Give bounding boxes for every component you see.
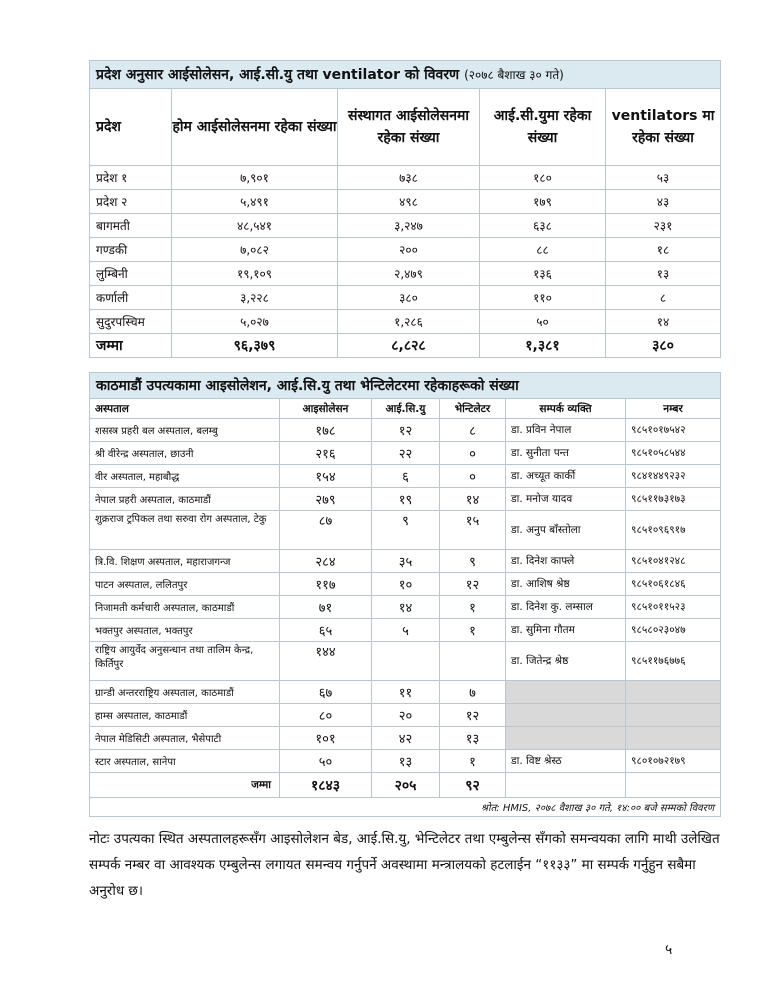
- table2-total-row: [90, 773, 721, 798]
- table1-value-cell: ५०: [480, 310, 606, 334]
- table2-phone-cell: ९८०१०७२१७९: [626, 750, 721, 773]
- table1-value-cell: १८: [606, 238, 721, 262]
- table1-total-cell: ३८०: [606, 334, 721, 358]
- table2-hospital-cell: निजामती कर्मचारी अस्पताल, काठमाडौं: [90, 596, 280, 619]
- table2-phone-cell: ९८५११७६७७६: [626, 642, 721, 681]
- table1-value-cell: ७,०८२: [172, 238, 338, 262]
- table1-header: आई.सी.युमा रहेका संख्या: [480, 89, 606, 166]
- table2-contact-cell: डा. सुमिना गौतम: [506, 619, 626, 642]
- table2-hospital-cell: भक्तपुर अस्पताल, भक्तपुर: [90, 619, 280, 642]
- table2-iso-cell: ११७: [280, 573, 372, 596]
- table2-icu-cell: ९: [372, 511, 440, 550]
- table2-iso-cell: ८०: [280, 704, 372, 727]
- table2-iso-cell: ६७: [280, 681, 372, 704]
- table2-body: [90, 419, 721, 773]
- table1-body: [90, 166, 721, 334]
- table2-hospital-cell: पाटन अस्पताल, ललितपुर: [90, 573, 280, 596]
- table2-header-row: [90, 399, 721, 419]
- table1-value-cell: ३८०: [338, 286, 480, 310]
- table2-vent-cell: १२: [440, 704, 506, 727]
- table2-vent-cell: ७: [440, 681, 506, 704]
- table2-hospital-cell: हाम्स अस्पताल, काठमाडौं: [90, 704, 280, 727]
- table2-phone-cell: [626, 704, 721, 727]
- note-paragraph: नोटः उपत्यका स्थित अस्पतालहरूसँग आइसोलेशन बेड, आई.सि.यु, भेन्टिलेटर तथा एम्बुलेन्स सँगको समन्वयका लागि माथी उलेखित सम्पर्क नम्बर वा आवश्यक एम्बुलेन्स लगायत समन्वय गर्नुपर्ने अवस्थामा मन्त्रालयको हटलाईन “११३३” मा सम्पर्क गर्नुहुन सबैमा अनुरोध छ।: [89, 831, 720, 899]
- table1-value-cell: ५,४९१: [172, 190, 338, 214]
- table1-province-cell: प्रदेश २: [90, 190, 172, 214]
- table2-iso-cell: ८७: [280, 511, 372, 550]
- table2-hospital-cell: राष्ट्रिय आयुर्वेद अनुसन्धान तथा तालिम केन्द्र, किर्तिपुर: [90, 642, 280, 681]
- table2-icu-cell: २०: [372, 704, 440, 727]
- table2-total-icu: २०५: [372, 773, 440, 798]
- table1-total-cell: ९६,३७९: [172, 334, 338, 358]
- table2-contact-cell: डा. दिनेश कु. लम्साल: [506, 596, 626, 619]
- table2-source-row: [90, 798, 721, 817]
- table1-value-cell: १३६: [480, 262, 606, 286]
- table1-value-cell: १८०: [480, 166, 606, 190]
- table1-title-cell: [90, 61, 721, 89]
- table2-total-empty: [506, 773, 626, 798]
- table2-row: [90, 419, 721, 442]
- table2-iso-cell: ६५: [280, 619, 372, 642]
- table1-value-cell: १७९: [480, 190, 606, 214]
- table1-province-cell: गण्डकी: [90, 238, 172, 262]
- table2-contact-cell: डा. दिनेश काफ्ले: [506, 550, 626, 573]
- table1-value-cell: ८: [606, 286, 721, 310]
- table2-header: अस्पताल: [90, 399, 280, 419]
- table2-icu-cell: १४: [372, 596, 440, 619]
- table2-contact-cell: डा. मनोज यादव: [506, 488, 626, 511]
- table2-row: [90, 681, 721, 704]
- table1-value-cell: २३१: [606, 214, 721, 238]
- table2-contact-cell: डा. विष्ट श्रेस्ठ: [506, 750, 626, 773]
- table2-vent-cell: [440, 642, 506, 681]
- table2-hospital-cell: त्रि.वि. शिक्षण अस्पताल, महाराजगन्ज: [90, 550, 280, 573]
- table2-iso-cell: १४४: [280, 642, 372, 681]
- table2-hospital-cell: नेपाल प्रहरी अस्पताल, काठमाडौं: [90, 488, 280, 511]
- table1-province-cell: बागमती: [90, 214, 172, 238]
- table2-icu-cell: १९: [372, 488, 440, 511]
- table2-phone-cell: ९८५१०१७५४२: [626, 419, 721, 442]
- table1-value-cell: ३,२२८: [172, 286, 338, 310]
- table1-row: [90, 286, 721, 310]
- table2-contact-cell: डा. आशिष श्रेष्ठ: [506, 573, 626, 596]
- table1-value-cell: ६३८: [480, 214, 606, 238]
- table2-iso-cell: ७१: [280, 596, 372, 619]
- table2-phone-cell: ९८५१०५८५४४: [626, 442, 721, 465]
- table2-phone-cell: [626, 727, 721, 750]
- table2-header: आइसोलेसन: [280, 399, 372, 419]
- table2-vent-cell: १४: [440, 488, 506, 511]
- table1-value-cell: १९,१०९: [172, 262, 338, 286]
- table1-value-cell: २,४७९: [338, 262, 480, 286]
- table2-iso-cell: ५०: [280, 750, 372, 773]
- table2-icu-cell: १२: [372, 419, 440, 442]
- table2-icu-cell: ३५: [372, 550, 440, 573]
- table1-value-cell: ११०: [480, 286, 606, 310]
- table2-row: [90, 642, 721, 681]
- table1-row: [90, 214, 721, 238]
- province-isolation-table: [89, 60, 721, 358]
- table2-iso-cell: १०१: [280, 727, 372, 750]
- table1-header: ventilators मा रहेका संख्या: [606, 89, 721, 166]
- table1-row: [90, 262, 721, 286]
- table2-phone-cell: ९८५१०४१२४८: [626, 550, 721, 573]
- table2-vent-cell: ०: [440, 465, 506, 488]
- table2-iso-cell: २८४: [280, 550, 372, 573]
- table2-title: काठमाडौं उपत्यकामा आइसोलेशन, आई.सि.यु तथा भेन्टिलेटरमा रहेकाहरूको संख्या: [90, 373, 721, 399]
- table2-contact-cell: [506, 704, 626, 727]
- table2-phone-cell: ९८५८०२३०४७: [626, 619, 721, 642]
- table2-icu-cell: ४२: [372, 727, 440, 750]
- table2-hospital-cell: वीर अस्पताल, महाबौद्ध: [90, 465, 280, 488]
- table2-row: [90, 465, 721, 488]
- table2-icu-cell: ५: [372, 619, 440, 642]
- page-number: ५: [665, 942, 673, 958]
- table2-vent-cell: १: [440, 750, 506, 773]
- table2-row: [90, 550, 721, 573]
- table2-total-vent: ९२: [440, 773, 506, 798]
- table1-title-row: [90, 61, 721, 89]
- table2-header: भेन्टिलेटर: [440, 399, 506, 419]
- table2-total-iso: १८४३: [280, 773, 372, 798]
- table1-row: [90, 166, 721, 190]
- table2-phone-cell: [626, 681, 721, 704]
- table1-value-cell: ५,०२७: [172, 310, 338, 334]
- table2-header: सम्पर्क व्यक्ति: [506, 399, 626, 419]
- table1-subtitle: (२०७८ बैशाख ३० गते): [464, 68, 564, 82]
- table2-iso-cell: २७९: [280, 488, 372, 511]
- table2-contact-cell: डा. प्रविन नेपाल: [506, 419, 626, 442]
- table2-iso-cell: १५४: [280, 465, 372, 488]
- table2-hospital-cell: ग्रान्डी अन्तरराष्ट्रिय अस्पताल, काठमाडौं: [90, 681, 280, 704]
- table2-row: [90, 442, 721, 465]
- table1-province-cell: कर्णाली: [90, 286, 172, 310]
- table2-row: [90, 511, 721, 550]
- table1-row: [90, 238, 721, 262]
- table1-row: [90, 190, 721, 214]
- table2-vent-cell: ९: [440, 550, 506, 573]
- table1-total-row: [90, 334, 721, 358]
- table2-icu-cell: ११: [372, 681, 440, 704]
- table2-phone-cell: ९८५११७३१७३: [626, 488, 721, 511]
- table1-value-cell: ४३: [606, 190, 721, 214]
- table2-phone-cell: ९८४१४४९२३२: [626, 465, 721, 488]
- table2-row: [90, 750, 721, 773]
- table2-row: [90, 704, 721, 727]
- table2-vent-cell: ०: [440, 442, 506, 465]
- table2-vent-cell: १: [440, 619, 506, 642]
- table1-header: प्रदेश: [90, 89, 172, 166]
- table1-value-cell: ५३: [606, 166, 721, 190]
- table2-source: श्रोत: HMIS, २०७८ वैशाख ३० गते, १४:०० बजे सम्मको विवरण: [90, 798, 721, 817]
- table1-value-cell: ७३८: [338, 166, 480, 190]
- table2-contact-cell: डा. जितेन्द्र श्रेष्ठ: [506, 642, 626, 681]
- table2-icu-cell: १०: [372, 573, 440, 596]
- table2-vent-cell: १: [440, 596, 506, 619]
- table2-vent-cell: १५: [440, 511, 506, 550]
- table2-contact-cell: [506, 681, 626, 704]
- table2-vent-cell: ८: [440, 419, 506, 442]
- table2-hospital-cell: स्टार अस्पताल, सानेपा: [90, 750, 280, 773]
- table2-icu-cell: [372, 642, 440, 681]
- table1-total-label: जम्मा: [90, 334, 172, 358]
- table2-hospital-cell: शसस्त्र प्रहरी बल अस्पताल, बलम्बु: [90, 419, 280, 442]
- table2-vent-cell: १२: [440, 573, 506, 596]
- table1-province-cell: सुदुरपस्चिम: [90, 310, 172, 334]
- table1-total-cell: १,३८१: [480, 334, 606, 358]
- table2-phone-cell: ९८५१०९६९१७: [626, 511, 721, 550]
- table2-iso-cell: १७८: [280, 419, 372, 442]
- table1-value-cell: ४८,५४१: [172, 214, 338, 238]
- table2-header: आई.सि.यु: [372, 399, 440, 419]
- table2-title-row: [90, 373, 721, 399]
- table2-icu-cell: २२: [372, 442, 440, 465]
- table2-hospital-cell: शुक्रराज ट्रपिकल तथा सरुवा रोग अस्पताल, टेकु: [90, 511, 280, 550]
- table2-total-label: जम्मा: [90, 773, 280, 798]
- table2-row: [90, 619, 721, 642]
- table2-phone-cell: ९८५१०११५२३: [626, 596, 721, 619]
- table2-row: [90, 727, 721, 750]
- table2-row: [90, 488, 721, 511]
- table2-contact-cell: [506, 727, 626, 750]
- table1-header-row: [90, 89, 721, 166]
- table1-row: [90, 310, 721, 334]
- table2-header: नम्बर: [626, 399, 721, 419]
- table2-phone-cell: ९८५१०६१८४६: [626, 573, 721, 596]
- table2-contact-cell: डा. सुनीता पन्त: [506, 442, 626, 465]
- table2-contact-cell: डा. अनुप बाँस्तोला: [506, 511, 626, 550]
- table1-title: प्रदेश अनुसार आईसोलेसन, आई.सी.यु तथा ventilator को विवरण: [96, 67, 460, 83]
- valley-hospitals-table: [89, 372, 721, 817]
- table1-value-cell: १,२८६: [338, 310, 480, 334]
- table1-value-cell: १४: [606, 310, 721, 334]
- table1-value-cell: ४९८: [338, 190, 480, 214]
- table2-row: [90, 596, 721, 619]
- table1-value-cell: ७,९०१: [172, 166, 338, 190]
- table2-icu-cell: १३: [372, 750, 440, 773]
- table1-header: संस्थागत आईसोलेसनमा रहेका संख्या: [338, 89, 480, 166]
- table2-hospital-cell: श्री वीरेन्द्र अस्पताल, छाउनी: [90, 442, 280, 465]
- table2-icu-cell: ६: [372, 465, 440, 488]
- table1-value-cell: ८८: [480, 238, 606, 262]
- table2-iso-cell: २१६: [280, 442, 372, 465]
- table2-vent-cell: १३: [440, 727, 506, 750]
- table1-header: होम आईसोलेसनमा रहेका संख्या: [172, 89, 338, 166]
- table1-value-cell: १३: [606, 262, 721, 286]
- table2-contact-cell: डा. अच्यूत कार्की: [506, 465, 626, 488]
- table1-total-cell: ८,८२८: [338, 334, 480, 358]
- table1-value-cell: ३,२४७: [338, 214, 480, 238]
- table2-total-empty: [626, 773, 721, 798]
- table1-province-cell: प्रदेश १: [90, 166, 172, 190]
- table1-value-cell: २००: [338, 238, 480, 262]
- table2-hospital-cell: नेपाल मेडिसिटी अस्पताल, भैसेपाटी: [90, 727, 280, 750]
- table1-province-cell: लुम्बिनी: [90, 262, 172, 286]
- table2-row: [90, 573, 721, 596]
